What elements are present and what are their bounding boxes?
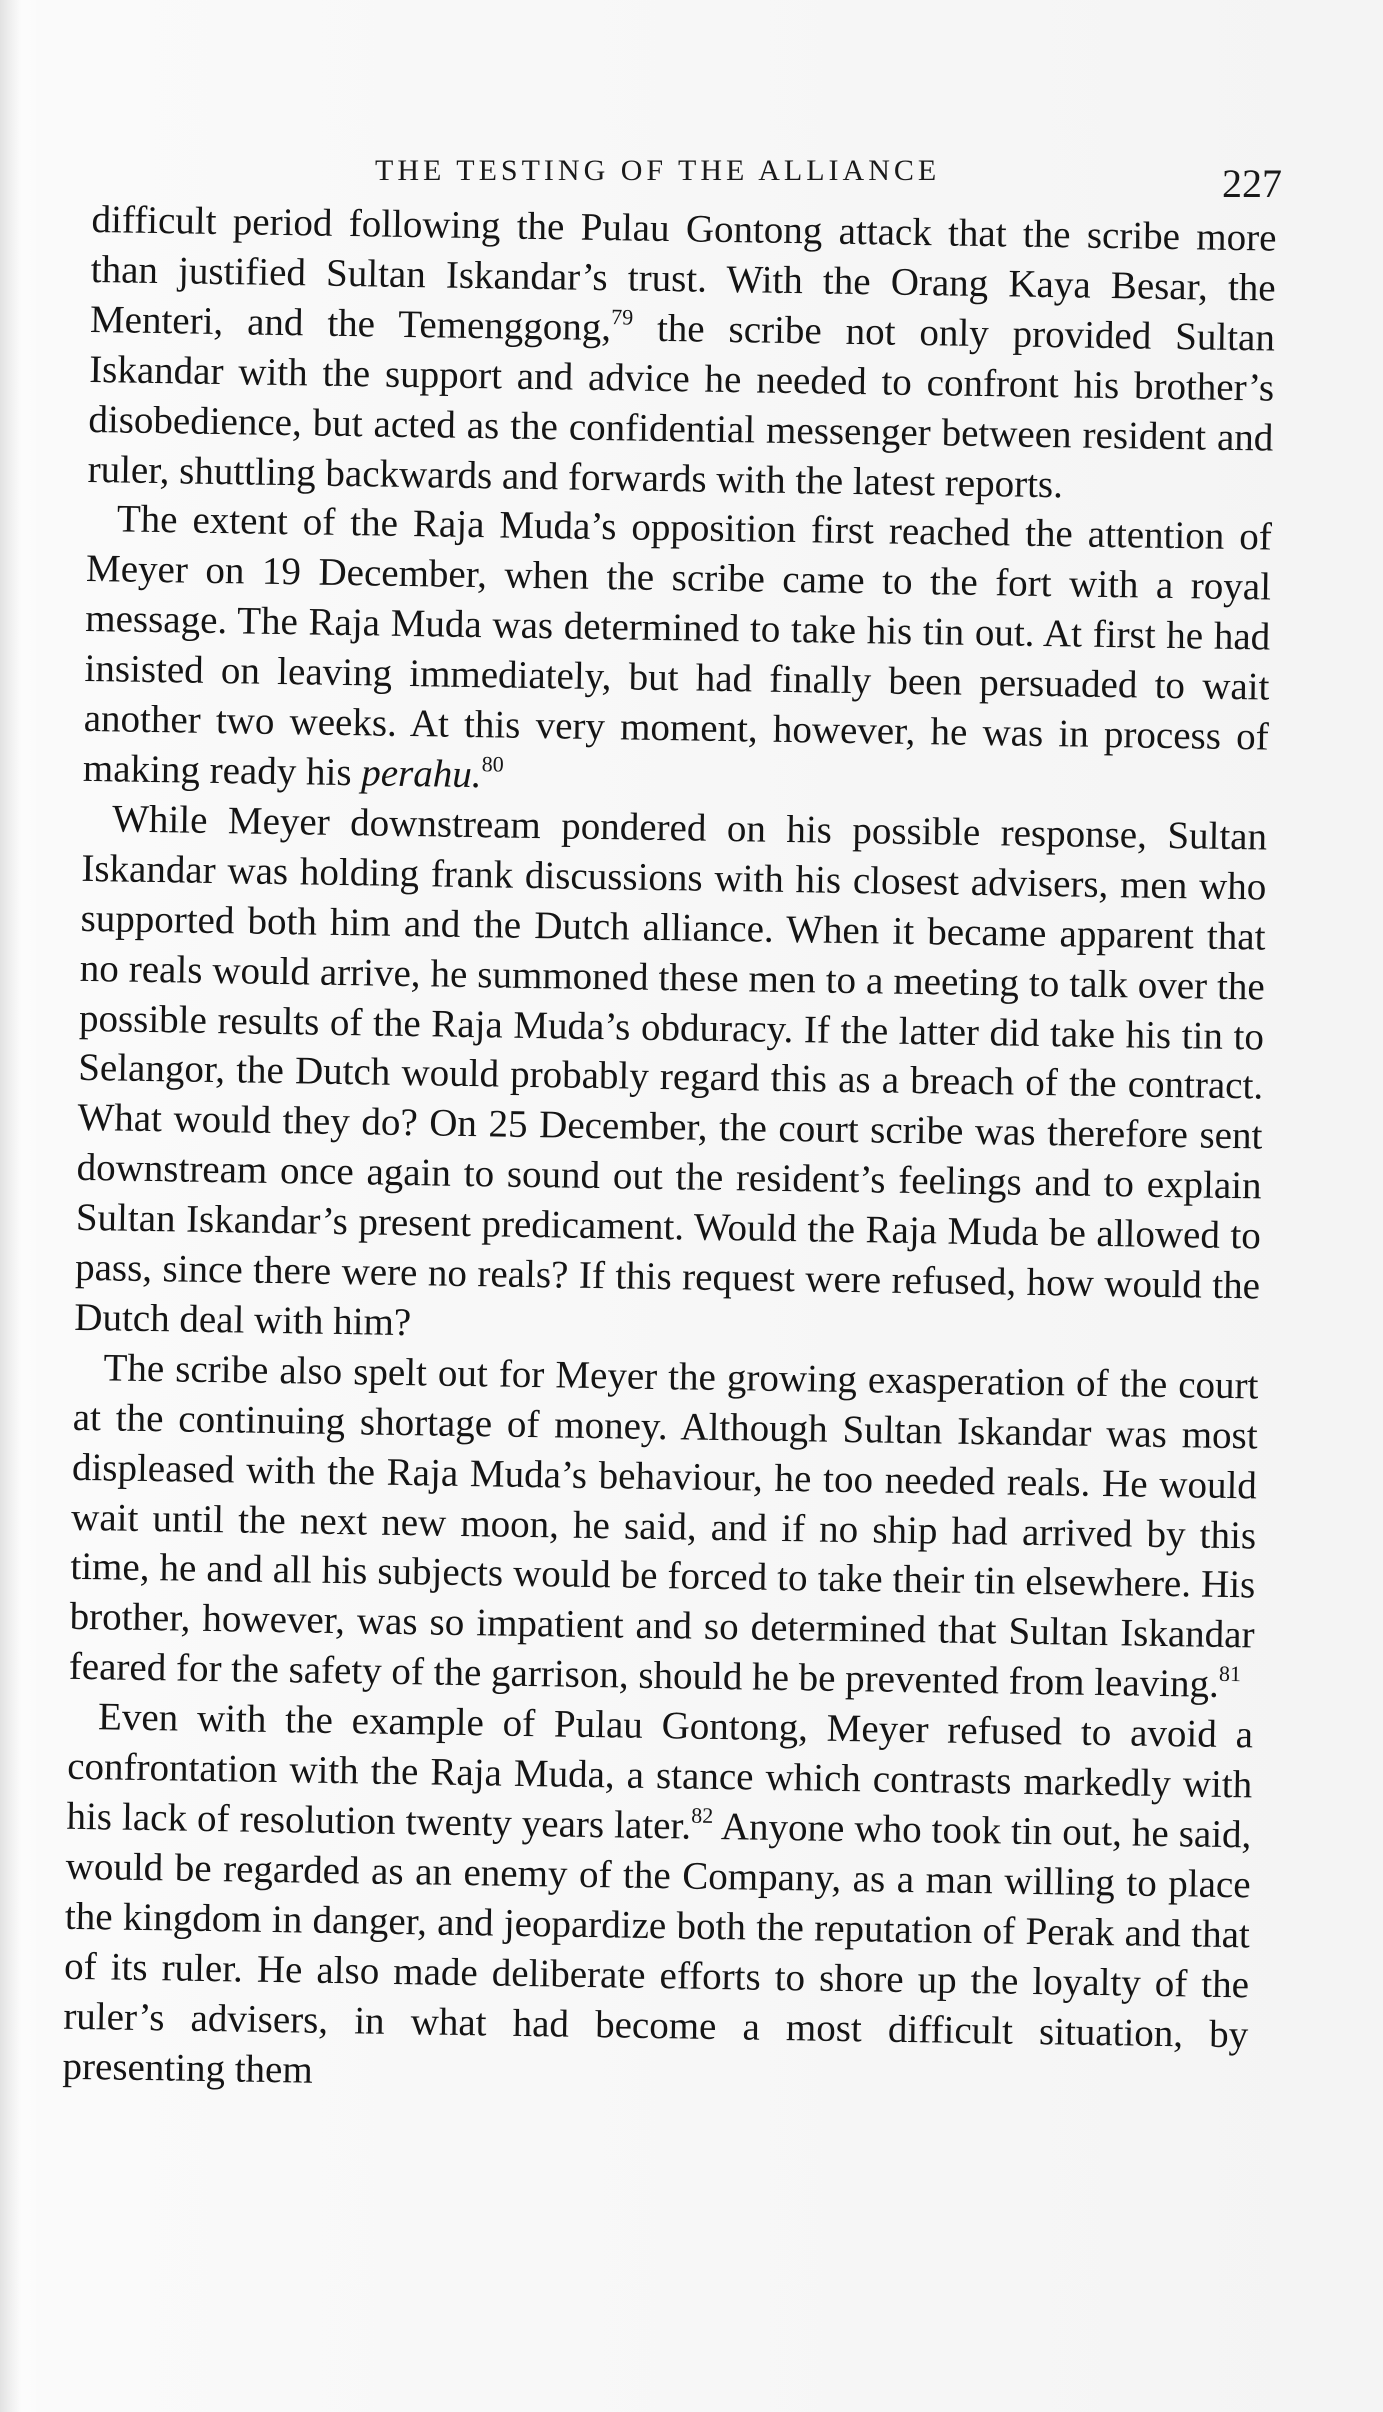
paragraph-3 bbox=[74, 794, 1267, 1362]
paragraph-2-text: The extent of the Raja Muda’s opposition first reached the attention of Meyer on 19 December, when the scribe came to the fort with a royal message. The Raja Muda was determined to take his tin out. At first he had insisted on leaving immediately, but had finally been persuaded to wait another two weeks. At this very moment, however, he was in process of making ready his bbox=[82, 497, 1273, 795]
footnote-ref-79: 79 bbox=[611, 303, 634, 330]
paragraph-4 bbox=[68, 1343, 1258, 1711]
paragraph-1-text: difficult period following the Pulau Gontong attack that the scribe more than justified Sultan Iskandar’s trust. With the Orang Kaya Besar, the Menteri, and the Temenggong, bbox=[89, 197, 1277, 349]
paragraph-5 bbox=[62, 1692, 1253, 2110]
paragraph-2-italic: perahu. bbox=[360, 751, 482, 797]
paragraph-4-text: The scribe also spelt out for Meyer the growing exasperation of the court at the continuing shortage of money. Although Sultan Iskandar was most displeased with the Raja Muda’s behaviour, he too needed reals. He would wait until the next new moon, he said, and if no ship had arrived by this time, he and all his subjects would be forced to take their tin elsewhere. His brother, however, was so impatient and so determined that Sultan Iskandar feared for the safety of the garrison, should he be prevented from leaving. bbox=[68, 1346, 1259, 1707]
paragraph-5-text-cont: Anyone who took tin out, he said, would be regarded as an enemy of the Company, as a man willing to place the kingdom in danger, and jeopardize both the reputation of Perak and that of its ruler. He also made deliberate efforts to shore up the loyalty of the ruler’s advisers, in what had become a most difficult situation, by presenting them bbox=[62, 1804, 1252, 2092]
text-body bbox=[62, 195, 1277, 2110]
page-number: 227 bbox=[1222, 161, 1282, 206]
running-head: THE TESTING OF THE ALLIANCE bbox=[375, 154, 941, 187]
paragraph-1-text-cont: the scribe not only provided Sultan Iskandar with the support and advice he needed to confront his brother’s disobedience, but acted as the confidential messenger between resident and ruler, shuttling backwards and forwards with the latest reports. bbox=[87, 306, 1276, 506]
footnote-ref-81: 81 bbox=[1218, 1661, 1242, 1687]
footnote-ref-82: 82 bbox=[691, 1802, 714, 1828]
paragraph-1 bbox=[87, 195, 1277, 513]
footnote-ref-80: 80 bbox=[481, 751, 504, 777]
paragraph-5-text: Even with the example of Pulau Gontong, Meyer refused to avoid a confrontation with the Raja Muda, a stance which contrasts markedly with his lack of resolution twenty years later. bbox=[66, 1695, 1254, 1848]
page-gutter-shadow bbox=[0, 0, 22, 2412]
paragraph-2 bbox=[83, 494, 1273, 812]
paragraph-3-text: While Meyer downstream pondered on his possible response, Sultan Iskandar was holding frank discussions with his closest advisers, men who supported both him and the Dutch alliance. When it became apparent that no reals would arrive, he summoned these men to a meeting to talk over the possible results of the Raja Muda’s obduracy. If the latter did take his tin to Selangor, the Dutch would probably regard this as a breach of the contract. What would they do? On 25 December, the court scribe was therefore sent downstream once again to sound out the resident’s feelings and to explain Sultan Iskandar’s present predicament. Would the Raja Muda be allowed to pass, since there were no reals? If this request were refused, how would the Dutch deal with him? bbox=[74, 797, 1268, 1345]
